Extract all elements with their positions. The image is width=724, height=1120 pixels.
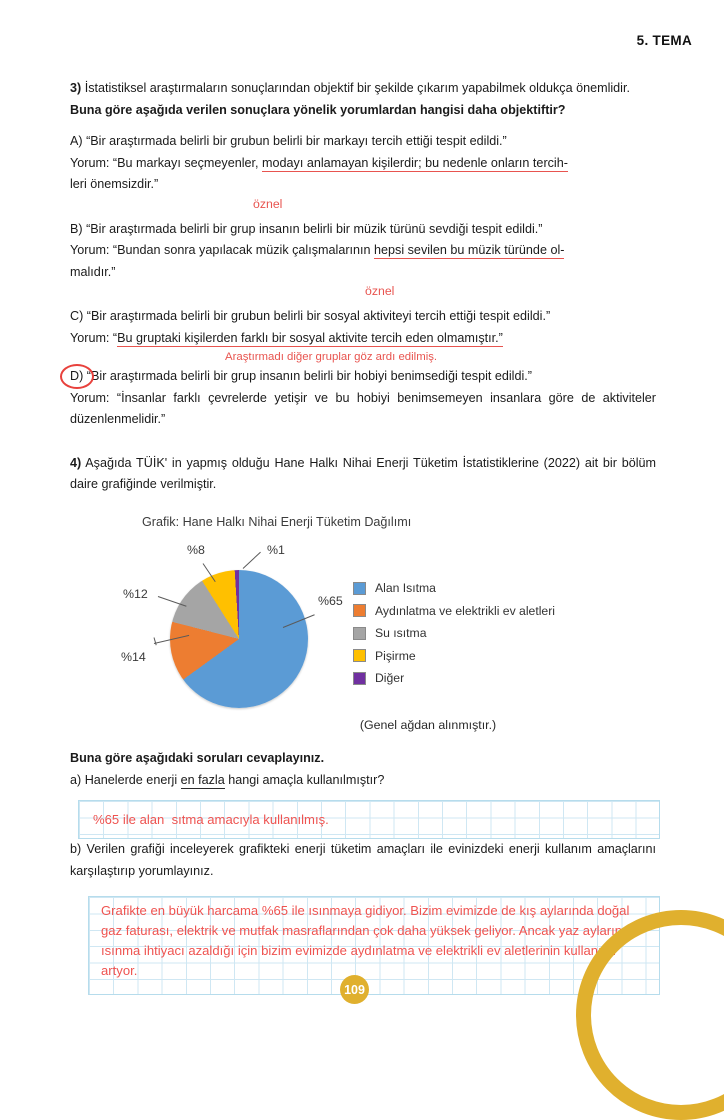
option-d-yorum: Yorum: “İnsanlar farklı çevrelerde yetişir ve bu hobiyi benimsemeyen insanlara göre de aktiviteler düzenlenmelidir.” — [70, 390, 656, 426]
legend-swatch-icon — [353, 649, 366, 662]
subquestion-b-label: b) — [70, 842, 82, 856]
question-4-stem — [70, 453, 656, 496]
legend-item — [353, 645, 653, 668]
pie-plot-area — [115, 537, 390, 722]
question-3-block — [70, 78, 656, 496]
subquestion-a-text-after: hangi amaçla kullanılmıştır? — [224, 772, 385, 787]
option-b-yorum-underlined: hepsi sevilen bu müzik türünde ol- — [374, 243, 565, 257]
answer-a-handwriting: %65 ile alan sıtma amacıyla kullanılmış. — [93, 812, 329, 827]
question-3-stem-text: İstatistiksel araştırmaların sonuçlarından objektif bir şekilde çıkarım yapabilmek oldukça önemlidir. — [81, 81, 630, 95]
option-a-statement — [70, 131, 656, 153]
chart-legend — [353, 577, 653, 690]
option-a-annotation: öznel — [253, 196, 283, 211]
pie-slices — [170, 570, 308, 708]
subquestion-b-text: Verilen grafiği inceleyerek grafikteki enerji tüketim amaçları ile evinizdeki enerji kullanım amaçlarını karşılaştırıp yorumlayınız. — [70, 842, 656, 878]
subquestion-a-text-before: Hanelerde enerji — [81, 772, 181, 787]
option-c-yorum-prefix: Yorum: “ — [70, 330, 118, 345]
legend-item — [353, 667, 653, 690]
answer-b-handwriting: Grafikte en büyük harcama %65 ile ısınmaya gidiyor. Bizim evimizde de kış aylarında doğal gaz faturası, elektrik ve mutfak masraflarından çok daha yüksek geliyor. Ancak yaz aylarında ısınma ihtiyacı azaldığı için bizim evimizde aydınlatma ve elektrikli ev aletlerinin kullanımı artyor. — [101, 903, 641, 978]
option-b-annotation: öznel — [365, 284, 395, 298]
option-d-statement — [70, 366, 656, 388]
option-a-text: “Bir araştırmada belirli bir grubun belirli bir markayı tercih ettiği tespit edildi.” — [82, 134, 507, 148]
subquestion-a-underlined: en fazla — [180, 772, 225, 787]
legend-label: Su ısıtma — [375, 626, 427, 641]
question-3-number: 3) — [70, 81, 82, 95]
question-4-stem-text: Aşağıda TÜİK' in yapmış olduğu Hane Halkı Nihai Enerji Tüketim İstatistiklerine (2022) ait bir bölüm daire grafiğinde verilmiştir. — [70, 455, 656, 491]
question-3-stem — [70, 78, 656, 100]
answer-box-b[interactable] — [88, 896, 660, 995]
option-c-text: “Bir araştırmada belirli bir grubun belirli bir sosyal aktiviteyi tercih ettiği tespit edildi.” — [83, 309, 551, 323]
subquestion-a — [70, 770, 656, 792]
option-c-statement — [70, 306, 656, 328]
pie-value-label-pisirme: %8 — [187, 543, 205, 557]
legend-label: Pişirme — [375, 648, 416, 663]
legend-item — [353, 622, 653, 645]
option-c-letter: C) — [70, 309, 84, 323]
question-4-prompt: Buna göre aşağıdaki soruları cevaplayınız. — [70, 751, 325, 765]
page-number-badge: 109 — [340, 975, 369, 1004]
option-a-yorum-prefix: Yorum: “Bu markayı seçmeyenler, — [70, 155, 263, 170]
legend-label: Diğer — [375, 671, 405, 686]
option-b-letter: B) — [70, 221, 83, 236]
legend-label: Alan Isıtma — [375, 581, 436, 596]
pie-value-label-su-isitma: %12 — [123, 587, 148, 601]
option-c-annotation: Araştırmadı diğer gruplar göz ardı edilmiş. — [225, 351, 438, 363]
legend-label: Aydınlatma ve elektrikli ev aletleri — [375, 603, 555, 618]
legend-swatch-icon — [353, 672, 366, 685]
pie-value-label-alan-isitma: %65 — [318, 594, 343, 608]
legend-swatch-icon — [353, 582, 366, 595]
option-b-text: “Bir araştırmada belirli bir grup insanın belirli bir müzik türünü sevdiği tespit edildi.” — [82, 221, 543, 236]
theme-header: 5. TEMA — [636, 33, 692, 48]
option-d-text: “Bir araştırmada belirli bir grup insanın belirli bir hobiyi benimsediği tespit edildi.” — [83, 369, 532, 383]
option-c-annotation-row — [70, 349, 656, 366]
legend-swatch-icon — [353, 604, 366, 617]
chart-title: Grafik: Hane Halkı Nihai Enerji Tüketim Dağılımı — [142, 515, 412, 529]
legend-item — [353, 577, 653, 600]
option-b-yorum — [70, 240, 656, 262]
option-a-letter: A) — [70, 134, 83, 148]
option-c-yorum — [70, 328, 656, 350]
answer-box-a[interactable] — [78, 800, 660, 839]
option-b-yorum-prefix: Yorum: “Bundan sonra yapılacak müzik çalışmalarının — [70, 243, 375, 257]
question-3-prompt: Buna göre aşağıda verilen sonuçlara yönelik yorumlardan hangisi daha objektiftir? — [70, 102, 566, 117]
option-b-statement — [70, 219, 656, 241]
subquestion-b — [70, 839, 656, 882]
question-4-number: 4) — [70, 455, 82, 470]
legend-swatch-icon — [353, 627, 366, 640]
pie-value-label-aydinlatma: %14 — [121, 650, 146, 664]
legend-item — [353, 600, 653, 623]
option-b-yorum-tail: malıdır.” — [70, 264, 116, 279]
chart-source-note: (Genel ağdan alınmıştır.) — [359, 718, 497, 732]
option-a-annotation-row — [70, 196, 656, 213]
option-c-yorum-underlined: Bu gruptaki kişilerden farklı bir sosyal aktivite tercih eden olmamıştır.” — [117, 330, 503, 345]
option-d-letter: D) — [70, 369, 84, 383]
leader-line-diger — [243, 552, 261, 569]
option-a-yorum — [70, 153, 656, 175]
subquestion-a-label: a) — [70, 772, 82, 787]
pie-value-label-diger: %1 — [267, 543, 285, 557]
option-a-yorum-tail: leri önemsizdir.” — [70, 177, 159, 191]
pie-chart-figure — [70, 515, 656, 730]
option-b-annotation-row — [70, 283, 656, 300]
option-a-yorum-underlined: modayı anlamayan kişilerdir; bu nedenle onların tercih- — [262, 155, 568, 170]
